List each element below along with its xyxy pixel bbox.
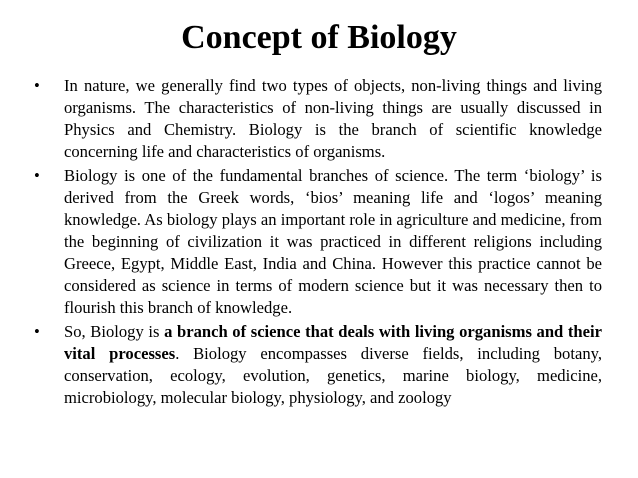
bullet-text: Biology is one of the fundamental branches of science. The term ‘biology’ is derived from the Greek words, ‘bios’ meaning life and ‘logos’ meaning knowledge. As biology plays an important role in agriculture and medicine, from the beginning of civilization it was practiced in different religions including Greece, Egypt, Middle East, India and China. However this practice cannot be considered as science in terms of modern science but it was necessary then to flourish this branch of knowledge.: [64, 166, 602, 317]
bullet-marker: •: [34, 321, 40, 341]
bullet-list: [34, 75, 602, 411]
bullet-item: [34, 75, 602, 163]
bullet-text-suffix: . Biology encompasses diverse fields, including botany, conservation, ecology, evolution, genetics, marine biology, medicine, microbiology, molecular biology, physiology, and zoology: [64, 343, 602, 407]
bullet-text: In nature, we generally find two types of objects, non-living things and living organisms. The characteristics of non-living things are usually discussed in Physics and Chemistry. Biology is the branch of scientific knowledge concerning life and characteristics of organisms.: [64, 76, 602, 161]
slide-title: Concept of Biology: [181, 19, 457, 56]
bullet-marker: •: [34, 76, 40, 95]
bullet-marker: •: [34, 166, 40, 186]
bullet-text-prefix: So, Biology is: [64, 321, 165, 341]
bullet-item: [34, 321, 602, 409]
bullet-text-bold: a branch of science that deals with living organisms and their vital processes: [64, 321, 602, 363]
bullet-item: [34, 165, 602, 318]
